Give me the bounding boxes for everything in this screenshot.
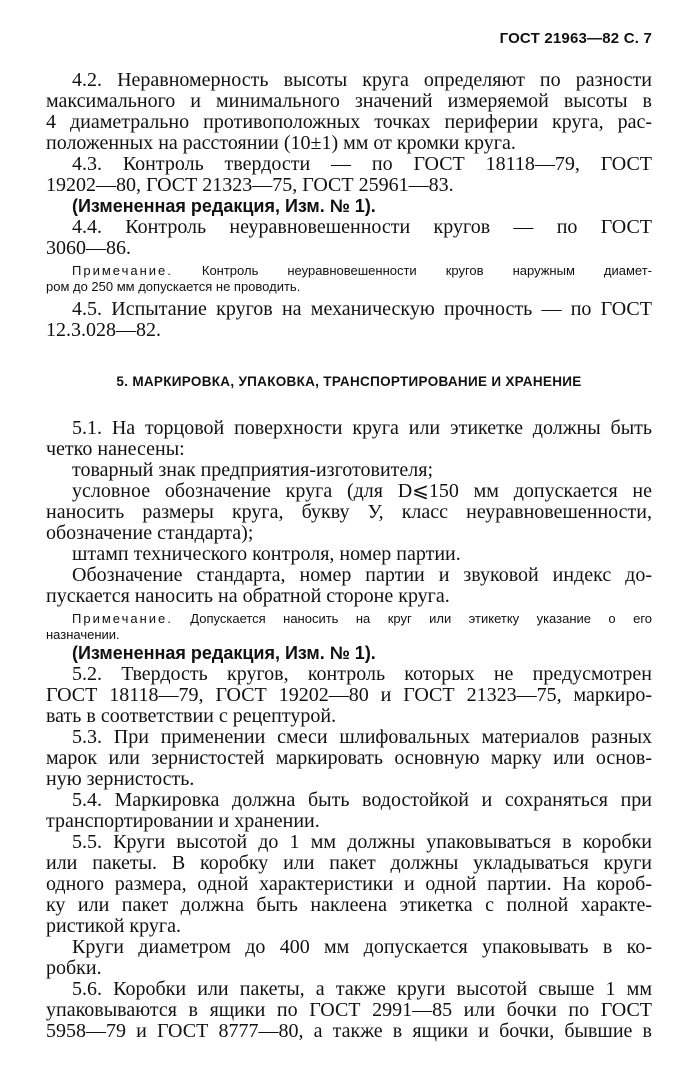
- text-line: четко нанесены:: [46, 438, 185, 460]
- text-line: 5.4. Маркировка должна быть водостойкой и сохраняться при: [72, 789, 652, 811]
- text-line: условное обозначение круга (для D⩽150 мм допускается не: [72, 480, 652, 502]
- text-line: Круги диаметром до 400 мм допускается упаковывать в ко-: [72, 936, 652, 958]
- text-line: вать в соответствии с рецептурой.: [46, 705, 337, 727]
- text-line: ную зернистость.: [46, 768, 195, 790]
- paragraph-5-1: [46, 418, 652, 607]
- text-line: ГОСТ 18118—79, ГОСТ 19202—80 и ГОСТ 21323—75, маркиро-: [46, 684, 652, 706]
- text-line: 19202—80, ГОСТ 21323—75, ГОСТ 25961—83.: [46, 174, 454, 196]
- text-line: 4 диаметрально противоположных точках периферии круга, рас-: [46, 111, 652, 133]
- text-line: 4.4. Контроль неуравновешенности кругов — по ГОСТ: [72, 216, 652, 238]
- note-label: Примечание.: [72, 263, 173, 278]
- text-line: товарный знак предприятия-изготовителя;: [72, 459, 433, 481]
- note-label: Примечание.: [72, 611, 173, 626]
- text-line: Обозначение стандарта, номер партии и звуковой индекс до-: [72, 564, 652, 586]
- text-line: 4.5. Испытание кругов на механическую прочность — по ГОСТ: [72, 298, 652, 320]
- text-line: марок или зернистостей маркировать основную марку или основ-: [46, 747, 652, 769]
- paragraph-4-4: [46, 217, 652, 259]
- page-header: ГОСТ 21963—82 С. 7: [499, 30, 652, 47]
- text-line: 4.3. Контроль твердости — по ГОСТ 18118—79, ГОСТ: [72, 153, 652, 175]
- text-line: 5.3. При применении смеси шлифовальных материалов разных: [72, 726, 652, 748]
- paragraph-4-3: [46, 154, 652, 196]
- text-line: 5.1. На торцовой поверхности круга или этикетке должны быть: [72, 417, 652, 439]
- text-line: 3060—86.: [46, 237, 131, 259]
- section-title: 5. МАРКИРОВКА, УПАКОВКА, ТРАНСПОРТИРОВАНИЕ И ХРАНЕНИЕ: [116, 374, 582, 389]
- note-line: ром до 250 мм допускается не проводить.: [46, 279, 301, 294]
- document-body: [46, 70, 652, 1042]
- text-line: 5.2. Твердость кругов, контроль которых не предусмотрен: [72, 663, 652, 685]
- text-line: положенных на расстоянии (10±1) мм от кромки круга.: [46, 132, 516, 154]
- text-line: упаковываются в ящики по ГОСТ 2991—85 или бочки по ГОСТ: [46, 999, 652, 1021]
- note-4-4: [46, 263, 652, 295]
- paragraph-5-2: [46, 664, 652, 727]
- text-line: ку или пакет должна быть наклеена этикетка с полной характе-: [46, 894, 652, 916]
- paragraph-4-5: [46, 299, 652, 341]
- text-line: одного размера, одной характеристики и одной партии. На короб-: [46, 873, 652, 895]
- paragraph-5-4: [46, 790, 652, 832]
- paragraph-5-3: [46, 727, 652, 790]
- text-line: ристикой круга.: [46, 915, 181, 937]
- text-line: наносить размеры круга, букву У, класс неуравновешенности,: [46, 501, 652, 523]
- edit-note: (Измененная редакция, Изм. № 1).: [72, 643, 376, 663]
- paragraph-5-6: [46, 979, 652, 1042]
- paragraph-5-5: [46, 832, 652, 979]
- text-line: или пакеты. В коробку или пакет должны укладываться круги: [46, 852, 652, 874]
- note-text: Допускается наносить на круг или этикетку указание о его: [190, 611, 652, 626]
- text-line: робки.: [46, 957, 102, 979]
- note-line: [46, 263, 652, 279]
- paragraph-4-2: [46, 70, 652, 154]
- text-line: 5.5. Круги высотой до 1 мм должны упаковываться в коробки: [72, 831, 652, 853]
- text-line: транспортировании и хранении.: [46, 810, 320, 832]
- note-text: Контроль неуравновешенности кругов наружным диамет-: [201, 263, 652, 278]
- text-line: обозначение стандарта);: [46, 522, 254, 544]
- note-line: назначении.: [46, 627, 120, 642]
- text-line: 5.6. Коробки или пакеты, а также круги высотой свыше 1 мм: [72, 978, 652, 1000]
- note-line: [46, 611, 652, 627]
- edit-note: (Измененная редакция, Изм. № 1).: [72, 196, 376, 216]
- note-5-1: [46, 611, 652, 643]
- text-line: 4.2. Неравномерность высоты круга определяют по разности: [72, 69, 652, 91]
- text-line: пускается наносить на обратной стороне круга.: [46, 585, 450, 607]
- text-line: максимального и минимального значений измеряемой высоты в: [46, 90, 652, 112]
- text-line: штамп технического контроля, номер партии.: [72, 543, 461, 565]
- text-line: 12.3.028—82.: [46, 319, 161, 341]
- text-line: 5958—79 и ГОСТ 8777—80, а также в ящики и бочки, бывшие в: [46, 1020, 652, 1042]
